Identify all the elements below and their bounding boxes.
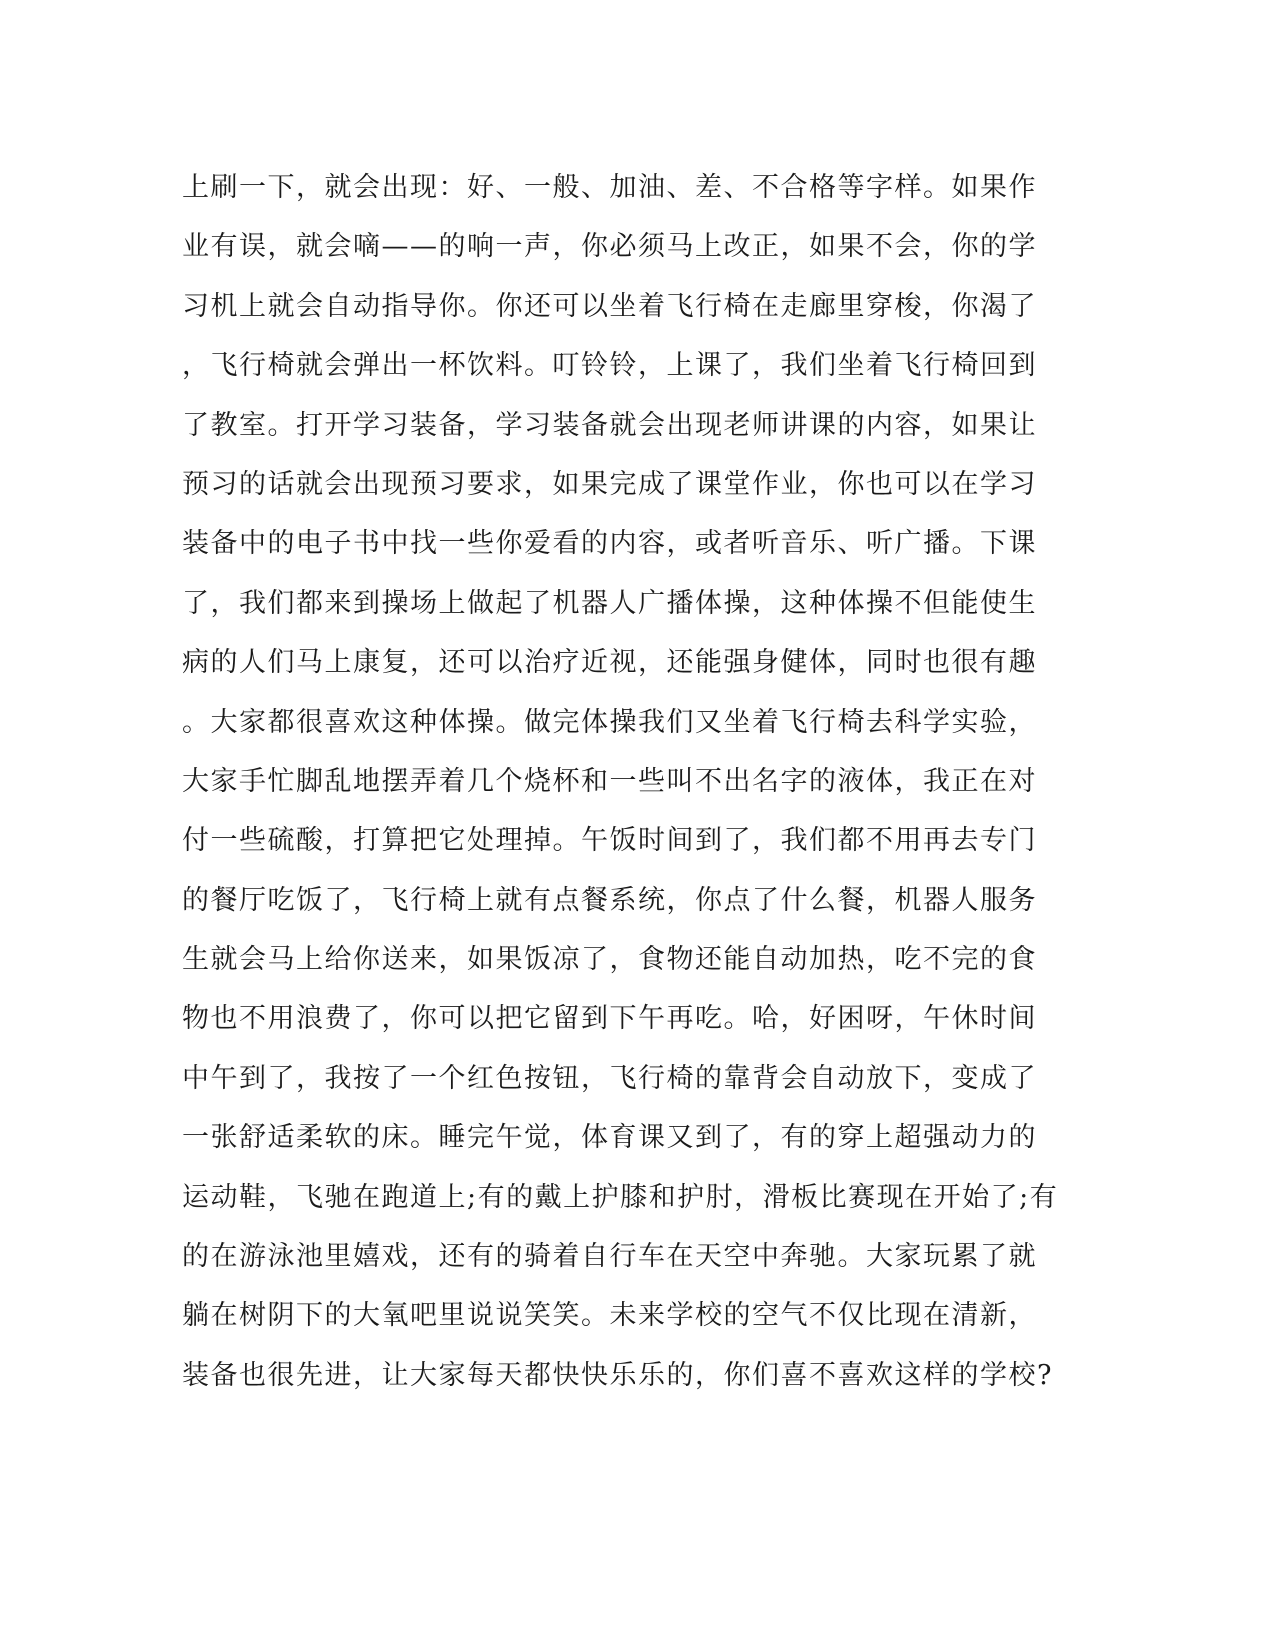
text-line: 躺在树阴下的大氧吧里说说笑笑。未来学校的空气不仅比现在清新， [182, 1300, 1037, 1332]
text-line: ，飞行椅就会弹出一杯饮料。叮铃铃，上课了，我们坐着飞行椅回到 [182, 350, 1037, 382]
text-line: 习机上就会自动指导你。你还可以坐着飞行椅在走廊里穿梭，你渴了 [182, 290, 1037, 322]
text-line: 一张舒适柔软的床。睡完午觉，体育课又到了，有的穿上超强动力的 [182, 1122, 1037, 1154]
text-line: 的餐厅吃饭了，飞行椅上就有点餐系统，你点了什么餐，机器人服务 [182, 884, 1037, 916]
text-line: 中午到了，我按了一个红色按钮，飞行椅的靠背会自动放下，变成了 [182, 1062, 1037, 1094]
body-text [182, 158, 1062, 1405]
text-line: 上刷一下，就会出现：好、一般、加油、差、不合格等字样。如果作 [182, 172, 1037, 203]
text-line: 付一些硫酸，打算把它处理掉。午饭时间到了，我们都不用再去专门 [182, 825, 1037, 857]
text-line: 病的人们马上康复，还可以治疗近视，还能强身健体，同时也很有趣 [182, 647, 1037, 679]
text-line: 了教室。打开学习装备，学习装备就会出现老师讲课的内容，如果让 [182, 409, 1037, 441]
text-line: 。大家都很喜欢这种体操。做完体操我们又坐着飞行椅去科学实验， [182, 706, 1037, 738]
text-line: 了，我们都来到操场上做起了机器人广播体操，这种体操不但能使生 [182, 587, 1037, 619]
text-line: 装备中的电子书中找一些你爱看的内容，或者听音乐、听广播。下课 [182, 528, 1037, 560]
text-line: 大家手忙脚乱地摆弄着几个烧杯和一些叫不出名字的液体，我正在对 [182, 765, 1037, 797]
text-line: 装备也很先进，让大家每天都快快乐乐的，你们喜不喜欢这样的学校? [182, 1359, 1053, 1391]
text-line: 的在游泳池里嬉戏，还有的骑着自行车在天空中奔驰。大家玩累了就 [182, 1241, 1037, 1273]
text-line: 物也不用浪费了，你可以把它留到下午再吃。哈，好困呀，午休时间 [182, 1003, 1037, 1035]
text-line: 预习的话就会出现预习要求，如果完成了课堂作业，你也可以在学习 [182, 468, 1037, 500]
text-line: 业有误，就会嘀——的响一声，你必须马上改正，如果不会，你的学 [182, 231, 1037, 263]
text-line: 生就会马上给你送来，如果饭凉了，食物还能自动加热，吃不完的食 [182, 944, 1037, 976]
text-line: 运动鞋，飞驰在跑道上;有的戴上护膝和护肘，滑板比赛现在开始了;有 [182, 1181, 1059, 1213]
